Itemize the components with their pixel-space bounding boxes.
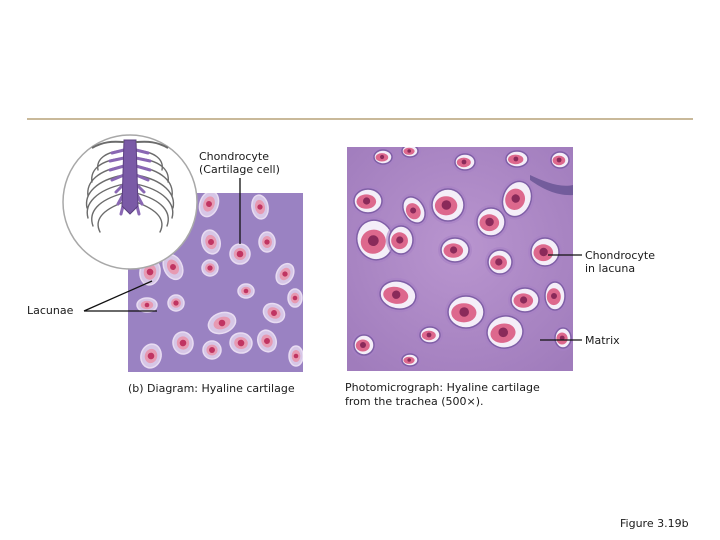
label-matrix: Matrix <box>585 334 620 347</box>
chondrocyte-cell <box>351 186 385 216</box>
lacuna-cell <box>168 295 184 311</box>
chondrocyte-cell <box>508 285 542 315</box>
caption-photo-line1: Photomicrograph: Hyaline cartilage <box>345 381 540 394</box>
chondrocyte-cell <box>371 147 395 167</box>
chondrocyte-cell <box>399 351 421 369</box>
label-chondrocyte-photo-line2: in lacuna <box>585 262 636 275</box>
label-chondrocyte-cartilage-cell <box>199 150 280 176</box>
label-chondrocyte-photo-line1: Chondrocyte <box>585 249 655 262</box>
lacuna-cell <box>288 289 302 307</box>
lacuna-cell <box>259 232 275 252</box>
chondrocyte-cell <box>503 148 531 170</box>
chondrocyte-cell <box>548 149 572 171</box>
figure-number: Figure 3.19b <box>620 517 689 530</box>
chondrocyte-cell <box>452 151 478 173</box>
chondrocyte-cell <box>399 142 421 160</box>
chondrocyte-cell <box>429 186 467 224</box>
chondrocyte-cell <box>528 235 562 269</box>
caption-photo-line2: from the trachea (500×). <box>345 395 484 408</box>
caption-photomicrograph <box>345 381 540 409</box>
label-chondrocyte-line1: Chondrocyte <box>199 150 269 163</box>
chondrocyte-cell <box>351 332 377 358</box>
chondrocyte-cell <box>485 247 515 277</box>
hyaline-cartilage-photomicrograph <box>347 142 574 371</box>
chondrocyte-cell <box>417 324 443 346</box>
lacuna-cell <box>203 341 221 359</box>
label-chondrocyte-in-lacuna <box>585 249 655 275</box>
label-lacunae: Lacunae <box>27 304 74 317</box>
caption-diagram: (b) Diagram: Hyaline cartilage <box>128 382 295 395</box>
lacuna-cell <box>238 284 254 298</box>
rib-cage-inset-icon <box>63 135 197 269</box>
chondrocyte-cell <box>438 235 472 265</box>
lacuna-cell <box>230 244 250 264</box>
lacuna-cell <box>137 298 157 312</box>
chondrocyte-cell <box>445 293 487 331</box>
label-chondrocyte-line2: (Cartilage cell) <box>199 163 280 176</box>
lacuna-cell <box>289 346 303 366</box>
lacuna-cell <box>202 260 218 276</box>
chondrocyte-cell <box>542 279 568 313</box>
chondrocyte-cell <box>386 223 416 257</box>
chondrocyte-cell <box>552 325 574 351</box>
